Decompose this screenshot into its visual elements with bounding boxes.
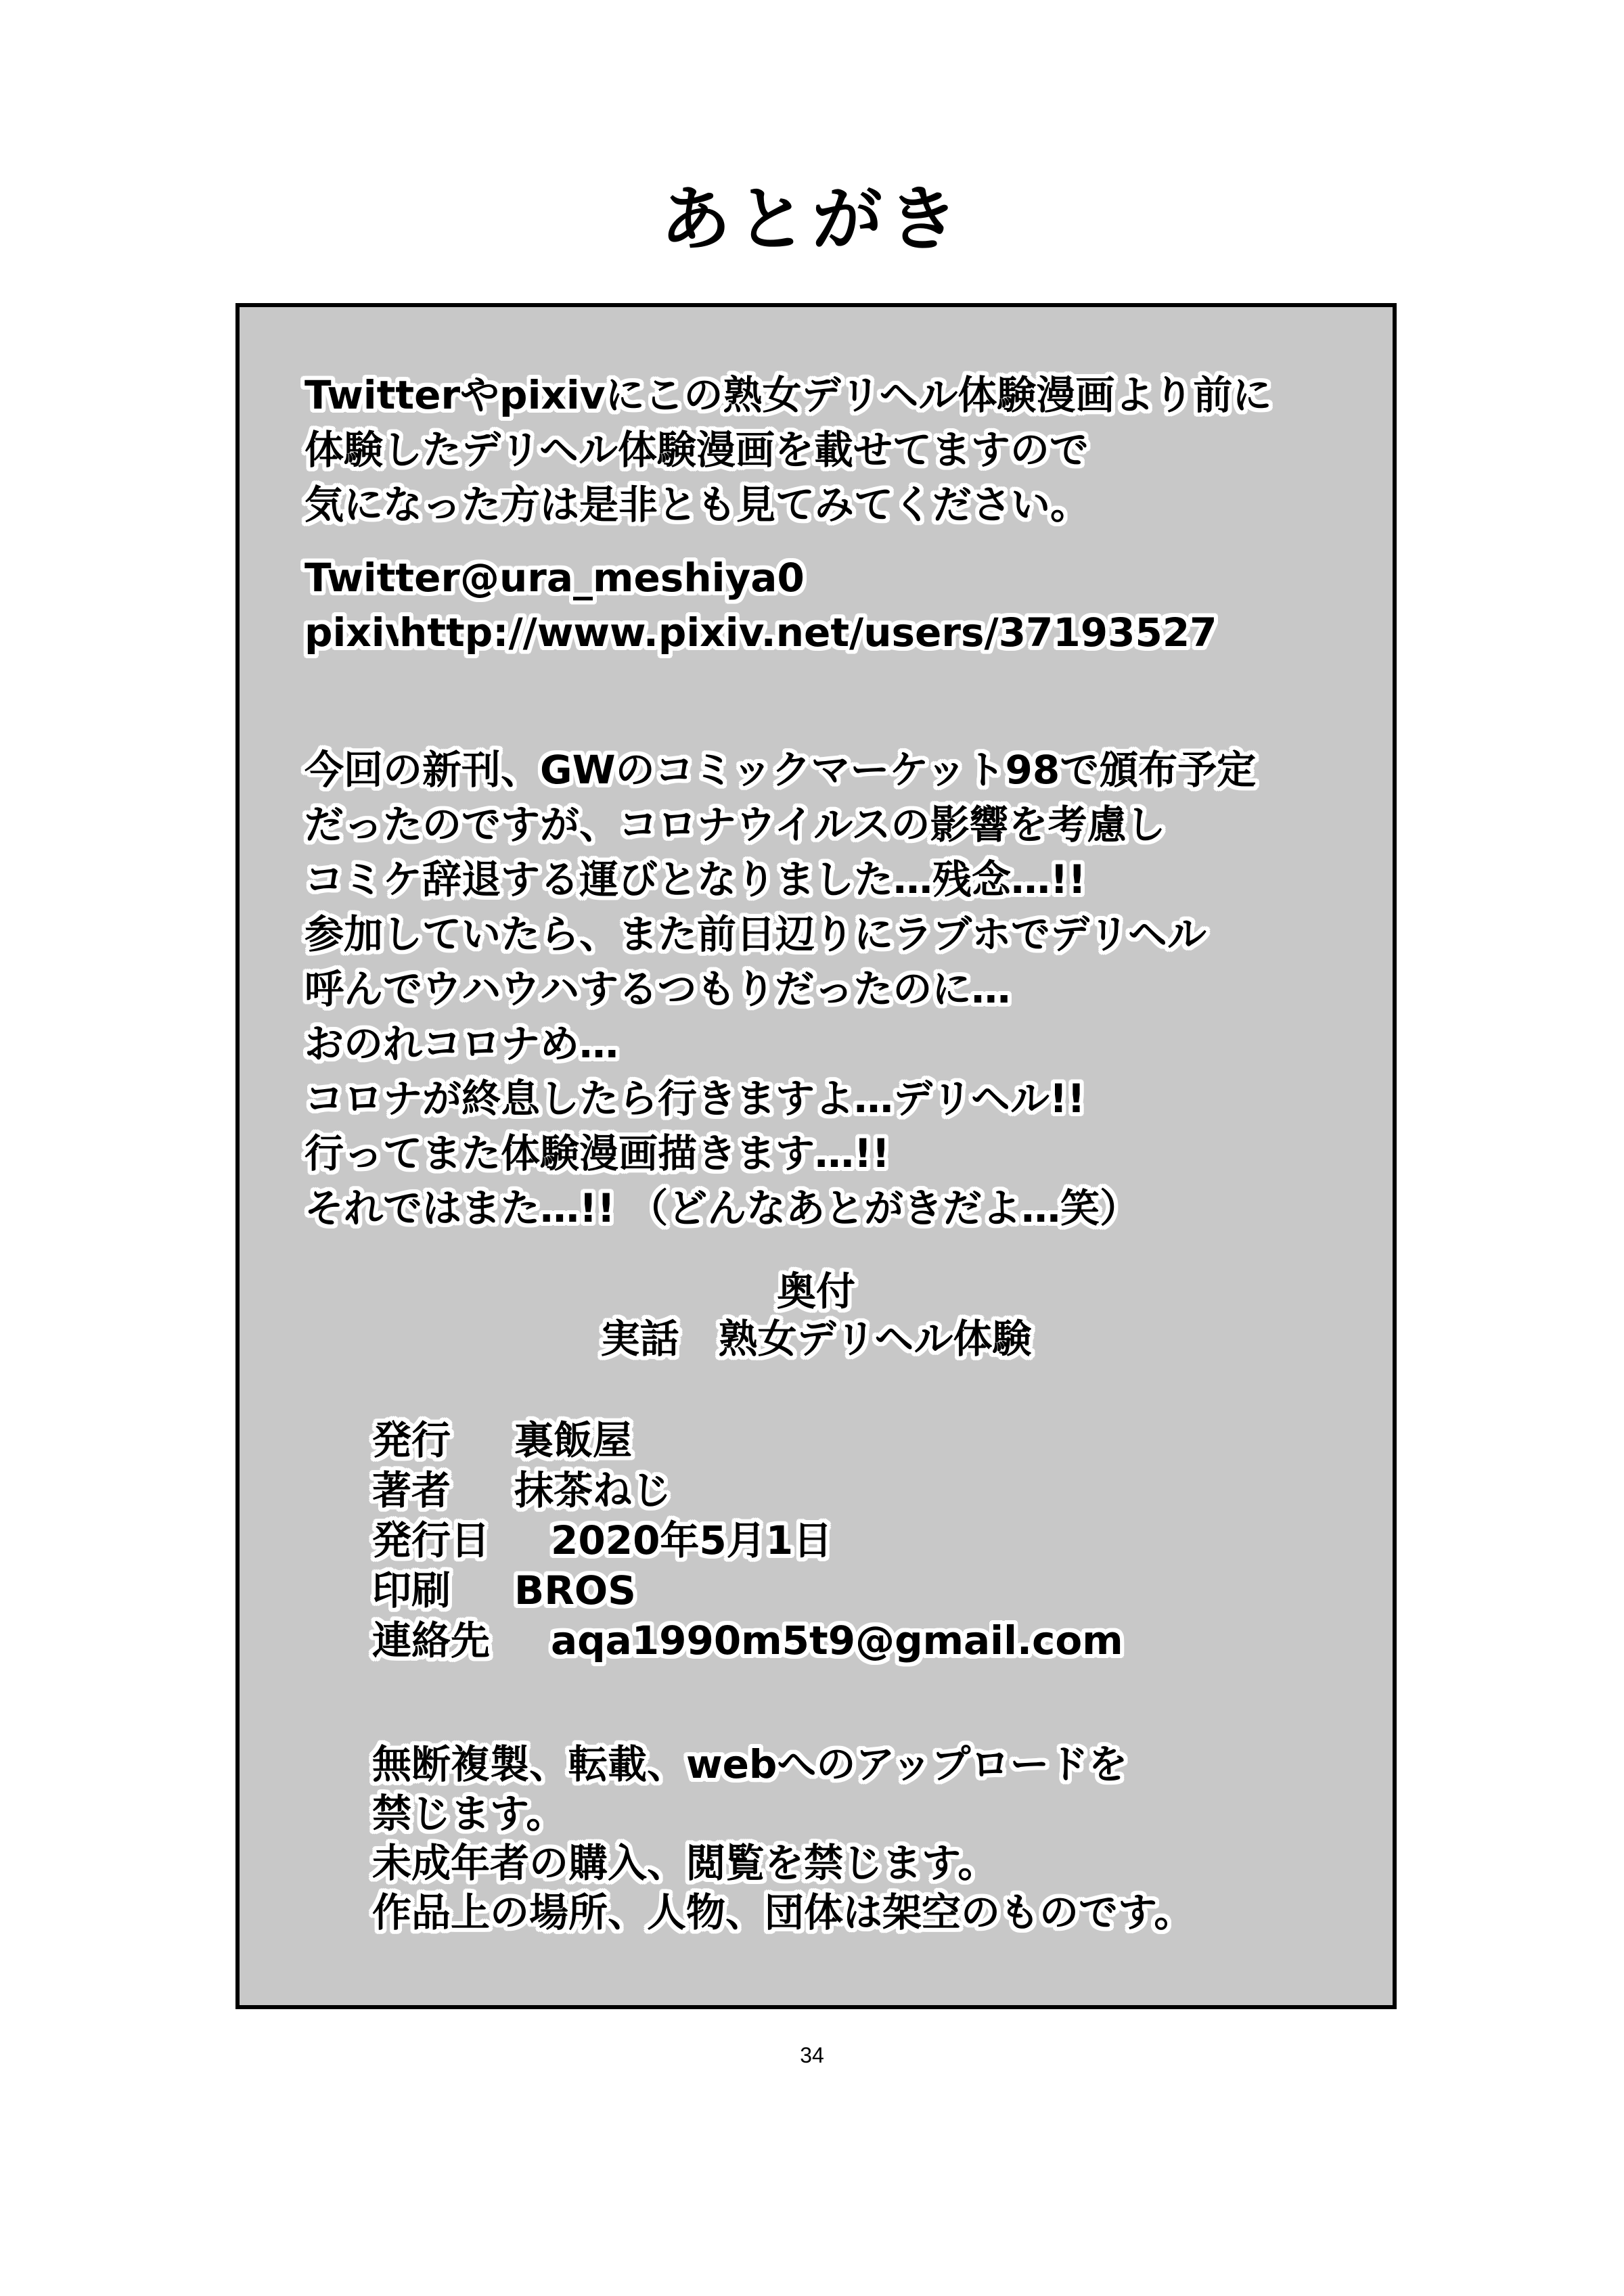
colophon-value: aqa1990m5t9@gmail.com — [551, 1617, 1123, 1663]
page-number: 34 — [800, 2043, 824, 2067]
legal-notices — [372, 1740, 1193, 1937]
notice-line: 作品上の場所、人物、団体は架空のものです。 — [372, 1889, 1194, 1935]
story-line: それではまた…!! （どんなあとがきだよ…笑） — [304, 1185, 1140, 1231]
intro-paragraph — [304, 368, 1271, 532]
colophon-key: 著者 — [372, 1467, 451, 1513]
story-line: 参加していたら、また前日辺りにラブホでデリヘル — [304, 911, 1206, 957]
colophon-heading-block — [240, 1268, 1393, 1362]
story-line: 呼んでウハウハするつもりだったのに… — [304, 966, 1011, 1012]
pixiv-label: pixiv — [304, 610, 411, 656]
colophon-work-title: 実話 熟女デリヘル体験 — [600, 1316, 1032, 1362]
twitter-label: Twitter — [304, 555, 461, 601]
twitter-row — [304, 551, 1217, 605]
colophon-key: 印刷 — [372, 1567, 451, 1613]
story-line: だったのですが、コロナウイルスの影響を考慮し — [304, 802, 1166, 848]
colophon-row — [372, 1515, 1123, 1565]
colophon-row — [372, 1565, 1123, 1615]
story-line: 今回の新刊、GWのコミックマーケット98で頒布予定 — [304, 747, 1257, 793]
colophon-key: 発行 — [372, 1417, 451, 1463]
notice-line: 無断複製、転載、webへのアップロードを — [372, 1741, 1128, 1787]
colophon-details — [372, 1415, 1123, 1666]
colophon-key: 連絡先 — [372, 1617, 491, 1663]
notice-line: 禁じます。 — [372, 1791, 566, 1837]
page-title: あとがき — [660, 178, 964, 260]
intro-line: 体験したデリヘル体験漫画を載せてますので — [304, 427, 1089, 473]
story-line: 行ってまた体験漫画描きます…!! — [304, 1130, 890, 1176]
colophon-row — [372, 1465, 1123, 1515]
intro-line: 気になった方は是非とも見てみてください。 — [304, 482, 1090, 528]
story-line: コミケ辞退する運びとなりました…残念…!! — [304, 856, 1086, 902]
story-line: おのれコロナめ… — [304, 1021, 619, 1067]
colophon-value: BROS — [514, 1567, 636, 1613]
notice-line: 未成年者の購入、閲覧を禁じます。 — [372, 1840, 997, 1886]
social-links — [304, 551, 1217, 660]
colophon-key: 発行日 — [372, 1517, 491, 1563]
twitter-handle: @ura_meshiya0 — [460, 555, 805, 601]
colophon-value: 抹茶ねじ — [514, 1467, 672, 1513]
pixiv-url: http://www.pixiv.net/users/37193527 — [399, 610, 1217, 656]
colophon-value: 2020年5月1日 — [551, 1517, 833, 1563]
colophon-row — [372, 1615, 1123, 1666]
story-paragraph — [304, 743, 1256, 1236]
colophon-value: 裏飯屋 — [514, 1417, 633, 1463]
colophon-heading: 奥付 — [776, 1268, 855, 1314]
story-line: コロナが終息したら行きますよ…デリヘル!! — [304, 1076, 1085, 1122]
colophon-row — [372, 1415, 1123, 1465]
pixiv-row — [304, 605, 1217, 660]
afterword-panel — [235, 303, 1397, 2009]
intro-line: Twitterやpixivにこの熟女デリヘル体験漫画より前に — [304, 372, 1272, 418]
